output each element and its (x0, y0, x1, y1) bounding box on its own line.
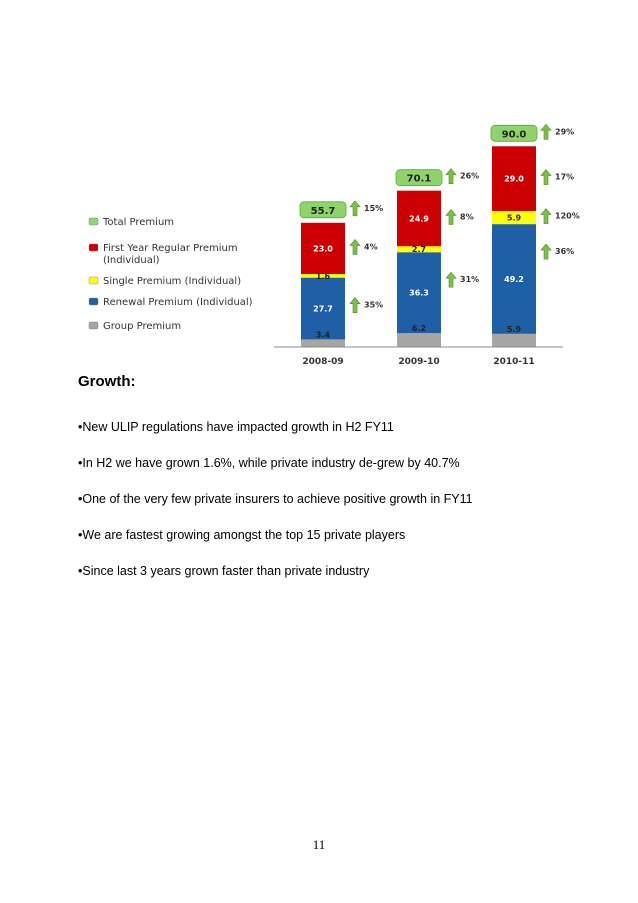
legend-label: Total Premium (103, 217, 175, 228)
bullet-list (78, 419, 473, 599)
bullet-item: •Since last 3 years grown faster than private industry (78, 564, 370, 578)
growth-label: 120% (555, 211, 580, 221)
page-number: 11 (312, 837, 326, 852)
growth-arrow-icon (350, 239, 360, 254)
growth-arrow-icon (446, 209, 456, 224)
growth-label: 26% (460, 171, 480, 181)
x-tick-label: 2010-11 (493, 357, 535, 367)
section-heading: Growth: (78, 373, 136, 390)
bar-value-label: 1.6 (315, 271, 331, 281)
bar-value-label: 29.0 (504, 174, 524, 184)
growth-arrow-icon (541, 209, 551, 224)
bar-value-label: 24.9 (409, 214, 429, 224)
growth-label: 15% (364, 203, 384, 213)
bullet-item: •In H2 we have grown 1.6%, while private industry de-grew by 40.7% (78, 456, 460, 470)
chart-bars (300, 124, 551, 347)
legend-swatch (89, 322, 98, 329)
bullet-item: •One of the very few private insurers to achieve positive growth in FY11 (78, 492, 473, 506)
bar-value-label: 23.0 (313, 244, 333, 254)
chart-legend (89, 217, 253, 332)
bar-value-label: 36.3 (409, 288, 429, 298)
bar-value-label: 5.9 (506, 213, 522, 223)
legend-swatch (89, 277, 98, 284)
bar-value-label: 5.9 (506, 324, 522, 334)
legend-label: Group Premium (103, 321, 182, 332)
bar-value-label: 2.7 (411, 245, 427, 255)
total-value-label: 70.1 (406, 173, 432, 185)
legend-swatch (89, 298, 98, 305)
growth-arrow-icon (446, 169, 456, 184)
bullet-item: •New ULIP regulations have impacted growth in H2 FY11 (78, 420, 394, 434)
bar-segment (301, 339, 345, 347)
x-tick-label: 2008-09 (302, 357, 344, 367)
legend-label: Renewal Premium (Individual) (103, 297, 253, 308)
legend-swatch (89, 244, 98, 251)
bullet-item: •We are fastest growing amongst the top 15 private players (78, 528, 406, 542)
growth-label: 4% (364, 242, 378, 252)
x-tick-label: 2009-10 (398, 357, 440, 367)
bar-value-label: 3.4 (315, 330, 331, 340)
growth-arrow-icon (541, 244, 551, 259)
growth-arrow-icon (350, 298, 360, 313)
growth-arrow-icon (541, 170, 551, 185)
bar-value-label: 49.2 (504, 274, 524, 284)
bar-segment (397, 333, 441, 347)
legend-label: Single Premium (Individual) (103, 276, 242, 287)
total-value-label: 55.7 (310, 205, 336, 217)
legend-label: (Individual) (103, 255, 160, 266)
growth-arrow-icon (541, 124, 551, 139)
growth-arrow-icon (446, 272, 456, 287)
legend-label: First Year Regular Premium (103, 243, 238, 254)
bar-value-label: 6.2 (411, 324, 427, 334)
legend-swatch (89, 218, 98, 225)
premium-chart (0, 0, 638, 380)
total-value-label: 90.0 (501, 129, 527, 141)
growth-arrow-icon (350, 201, 360, 216)
growth-label: 29% (555, 127, 575, 137)
growth-label: 36% (555, 247, 575, 257)
growth-label: 35% (364, 300, 384, 310)
growth-label: 8% (460, 212, 474, 222)
bar-segment (492, 334, 536, 347)
growth-label: 17% (555, 172, 575, 182)
growth-label: 31% (460, 275, 480, 285)
bar-value-label: 27.7 (313, 304, 333, 314)
